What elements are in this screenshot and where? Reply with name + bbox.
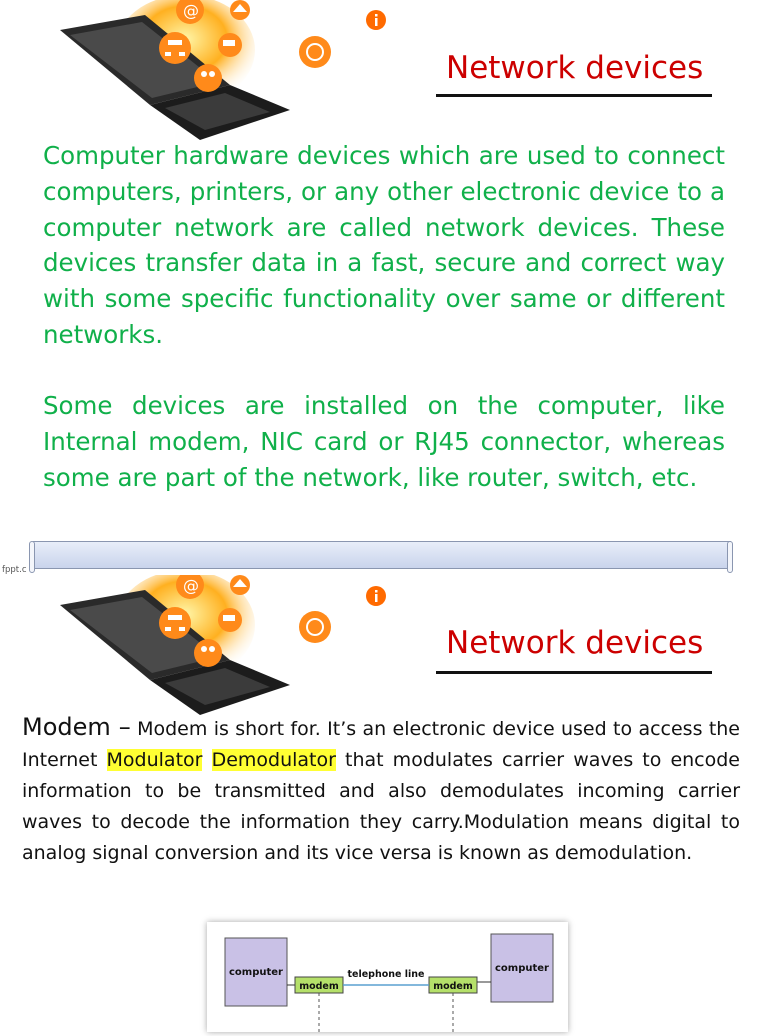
modem-paragraph xyxy=(22,712,740,869)
modem-text-before: Modem is short for. It’s an electronic device used to access the Internet xyxy=(22,718,740,771)
scroll-divider xyxy=(33,541,731,569)
modulator-highlight: Modulator xyxy=(106,749,203,771)
network-icon xyxy=(159,32,191,64)
info-icon xyxy=(365,585,387,607)
modem-diagram-svg xyxy=(207,922,568,1032)
watermark-text: fppt.c xyxy=(2,565,27,575)
svg-text:@: @ xyxy=(183,576,199,595)
title-underline xyxy=(436,671,712,674)
examples-paragraph: Some devices are installed on the computer, like Internal modem, NIC card or RJ45 connector, whereas some are part of the network, like router, switch, etc. xyxy=(43,391,725,492)
network-icon xyxy=(159,607,191,639)
title-underline xyxy=(436,94,712,97)
divider-cap-left xyxy=(29,541,35,573)
laptop-icon xyxy=(40,575,340,725)
globe-icon xyxy=(299,36,331,68)
computer-label-left: computer xyxy=(229,967,283,978)
intro-paragraph: Computer hardware devices which are used to connect computers, printers, or any other electronic device to a computer network are called network devices. These devices transfer data in a fast, secure and correct way with some specific functionality over same or different networks. xyxy=(43,141,725,349)
telephone-line-label: telephone line xyxy=(347,969,425,980)
modem-heading: Modem – xyxy=(22,713,131,741)
modem-label-right: modem xyxy=(433,981,473,992)
divider-cap-right xyxy=(727,541,733,573)
globe-icon xyxy=(299,611,331,643)
demodulator-highlight: Demodulator xyxy=(211,749,336,771)
computer-label-right: computer xyxy=(495,963,549,974)
info-icon xyxy=(365,9,387,31)
page-title: Network devices xyxy=(446,50,704,86)
modem-text-after: that modulates carrier waves to encode information to be transmitted and also demodulates incoming carrier waves to decode the information they carry.Modulation means digital to analog signal conversion and its vice versa is known as demodulation. xyxy=(22,749,741,864)
svg-text:@: @ xyxy=(183,1,199,20)
laptop-icon xyxy=(40,0,340,150)
page-title: Network devices xyxy=(446,625,704,661)
modem-label-left: modem xyxy=(299,981,339,992)
users-icon xyxy=(194,639,222,667)
modem-diagram xyxy=(207,922,568,1032)
users-icon xyxy=(194,64,222,92)
